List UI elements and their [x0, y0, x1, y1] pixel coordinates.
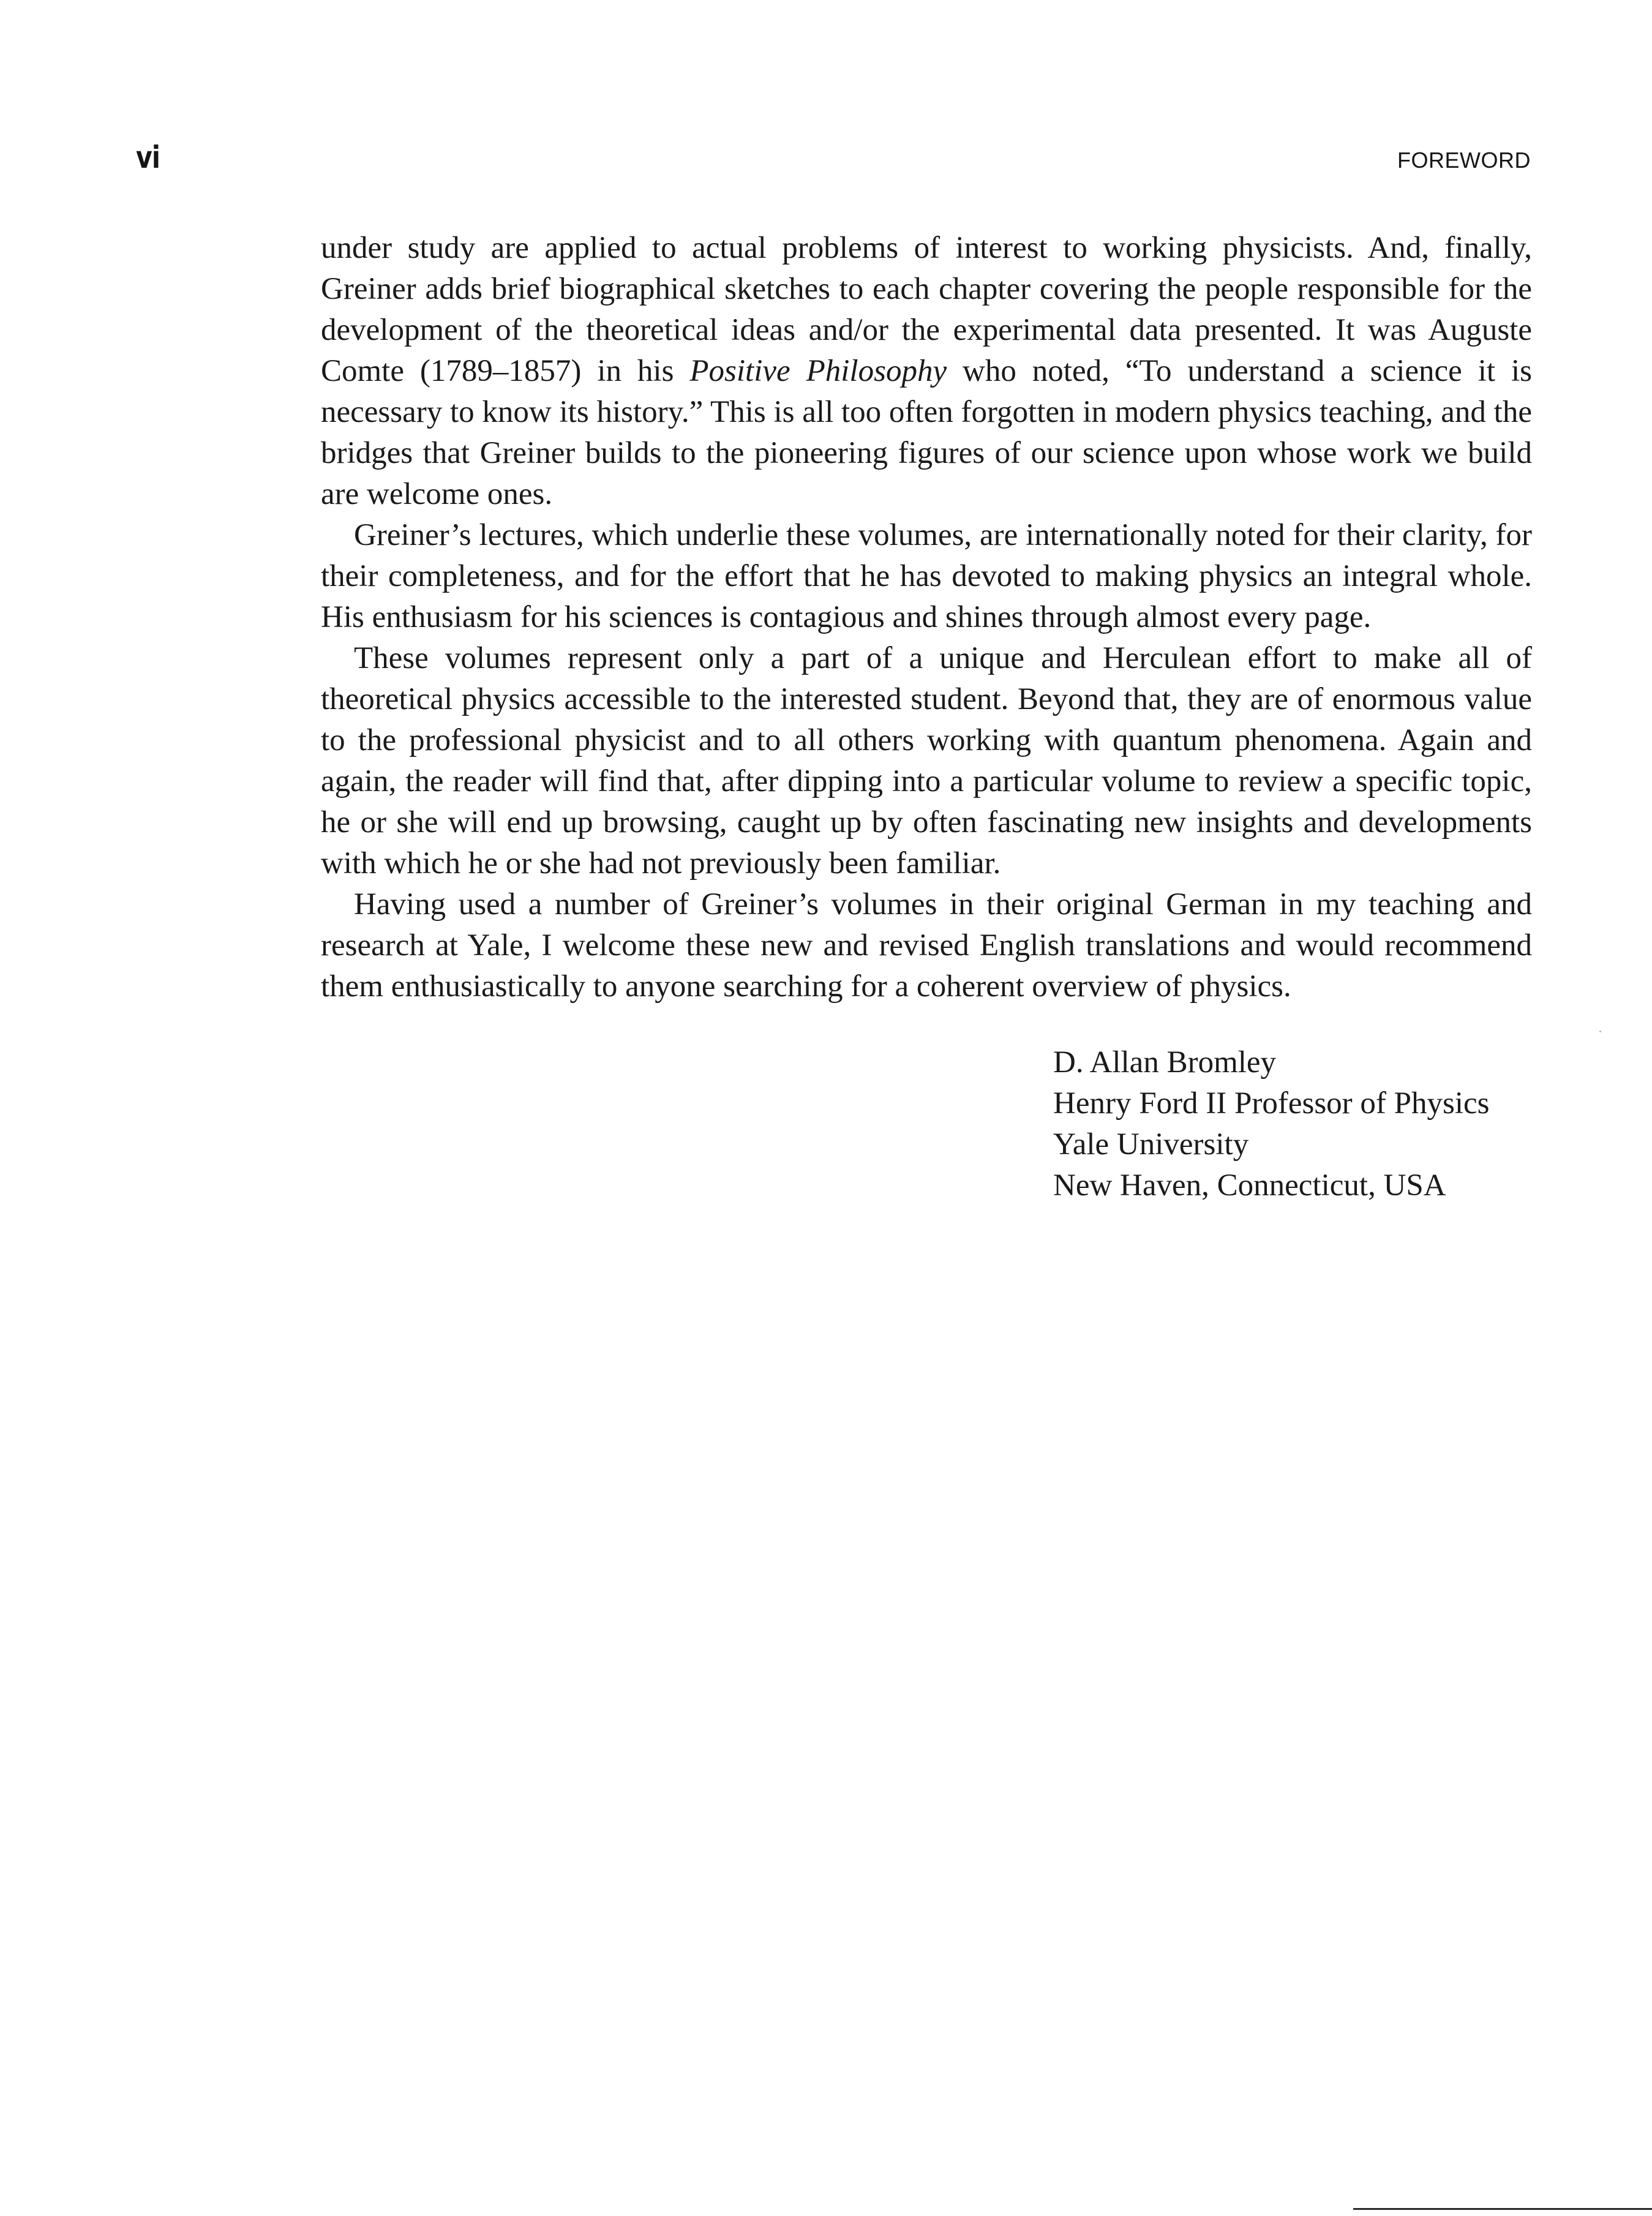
- signature-name: D. Allan Bromley: [1053, 1045, 1277, 1080]
- paragraph-2: Greiner’s lectures, which underlie these volumes, are internationally noted for their clarity, for their completeness, and for the effort that he has devoted to making physics an integral whole. His enthusiasm for his sciences is contagious and shines through almost every page.: [321, 518, 1532, 634]
- bottom-edge-rule: [1353, 2208, 1652, 2210]
- scan-speck: [1599, 1031, 1601, 1032]
- running-head: FOREWORD: [1397, 148, 1531, 173]
- paragraph-1-tail: who noted, “To understand a science it is necessary to know its history.” This is all too often forgotten in modern physics teaching, and the bridges that Greiner builds to the pioneering figures of our science upon whose work we build are welcome ones.: [321, 354, 1532, 511]
- signature-institution: Yale University: [1053, 1127, 1249, 1162]
- paragraph-4: Having used a number of Greiner’s volumes in their original German in my teaching and research at Yale, I welcome these new and revised English translations and would recommend them enthusiastically to anyone searching for a coherent overview of physics.: [321, 887, 1532, 1004]
- signature-location: New Haven, Connecticut, USA: [1053, 1168, 1446, 1203]
- paragraph-1: [321, 228, 1532, 515]
- paragraph-1-text: under study are applied to actual problems of interest to working physicists. And, finally, Greiner adds brief biographical sketches to each chapter covering the people responsible for the development of the theoretical ideas and/or the experimental data presented. It was Auguste Comte (1789–1857) in his: [321, 231, 1532, 388]
- signature-title: Henry Ford II Professor of Physics: [1053, 1086, 1490, 1121]
- foreword-body: [321, 228, 1532, 1007]
- page-number: vi: [136, 140, 160, 175]
- paragraph-3: These volumes represent only a part of a unique and Herculean effort to make all of theoretical physics accessible to the interested student. Beyond that, they are of enormous value to the professional physicist and to all others working with quantum phenomena. Again and again, the reader will find that, after dipping into a particular volume to review a specific topic, he or she will end up browsing, caught up by often fascinating new insights and developments with which he or she had not previously been familiar.: [321, 641, 1532, 881]
- signature-block: [1053, 1042, 1490, 1206]
- book-title-positive-philosophy: Positive Philosophy: [689, 354, 947, 388]
